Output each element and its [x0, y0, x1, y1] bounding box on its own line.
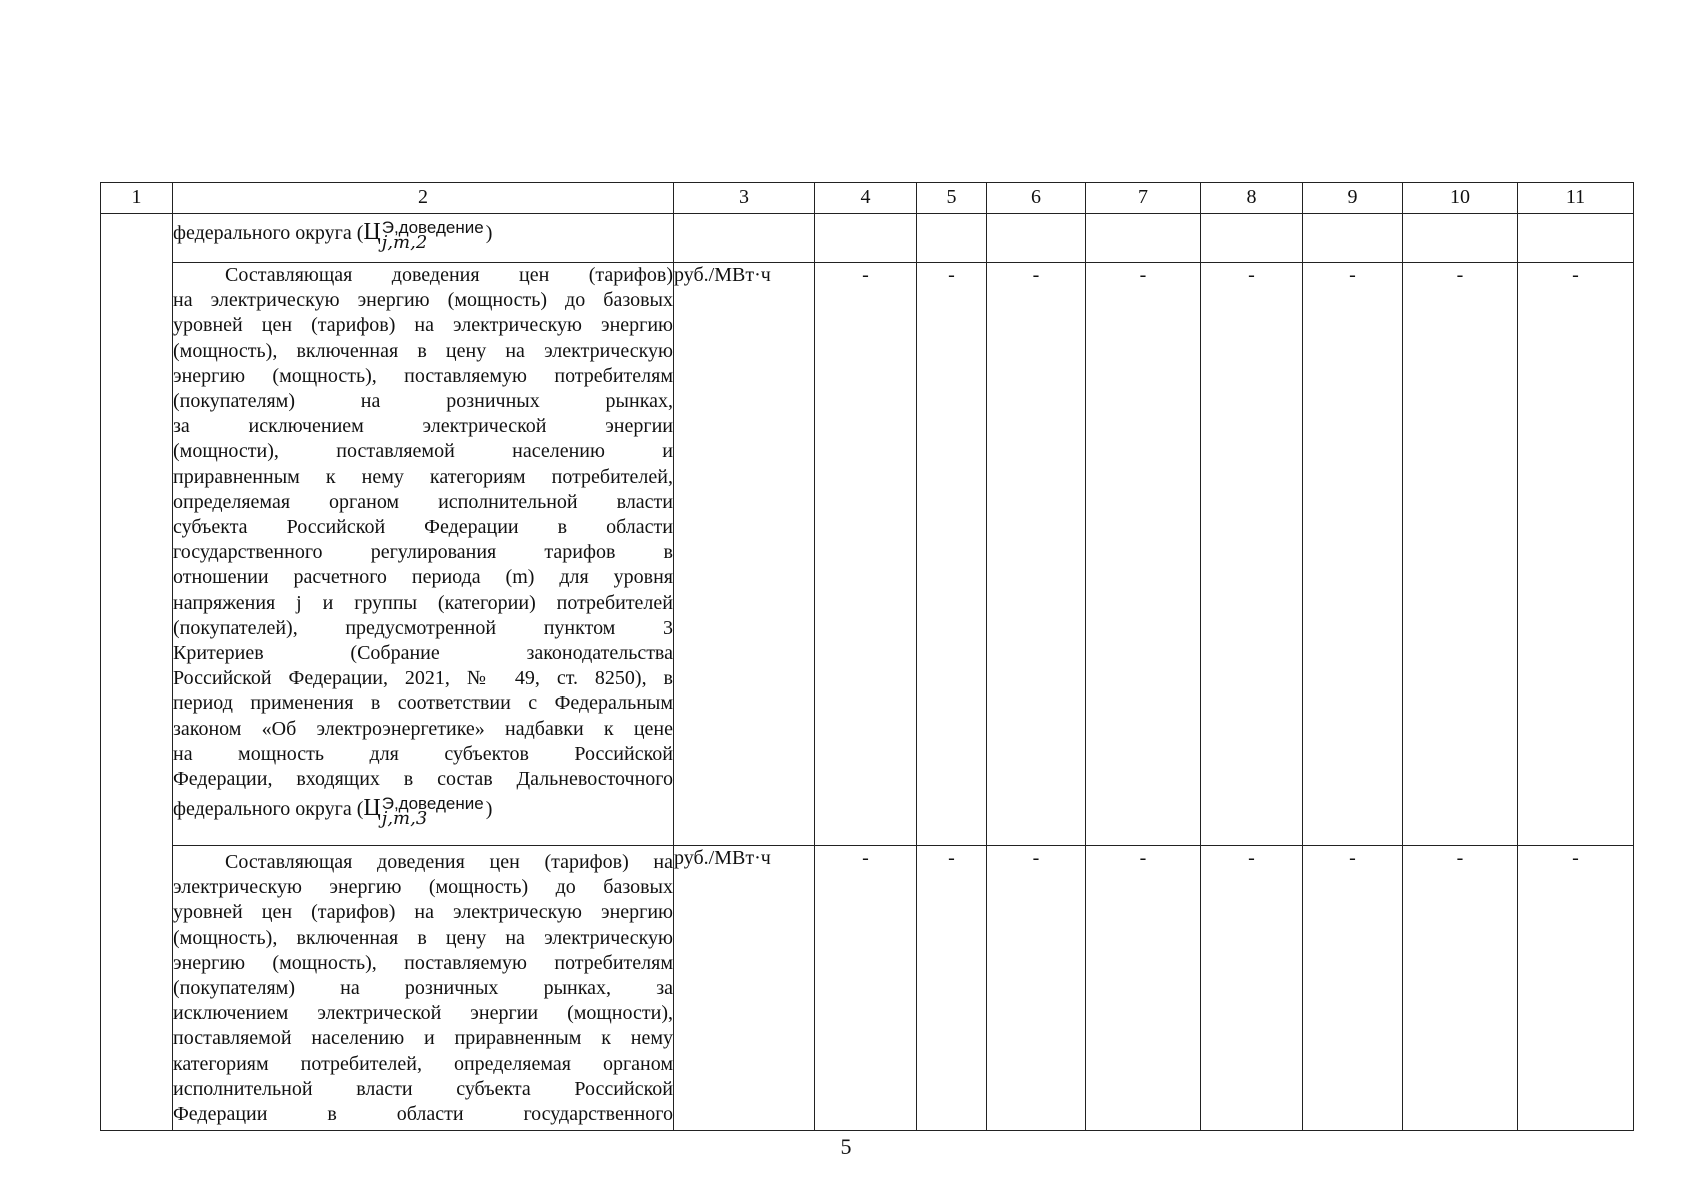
- value-cell: [1303, 214, 1403, 263]
- description-cell: Составляющая доведения цен (тарифов) на электрическую энергию (мощность) до базовых уровней цен (тарифов) на электрическую энергию (мощность), включенная в цену на электрическую энергию (мощность), поставляемую потребителям (покупателям) на розничных рынках, за исключением электрической энергии (мощности), поставляемой населению и приравненным к нему категориям потребителей, определяемая органом исполнительной власти субъекта Российской Федерации в области государственного: [173, 846, 674, 1131]
- formula-superscript: Э,доведение: [381, 218, 484, 237]
- column-number-row: [101, 183, 1634, 214]
- value-cell: -: [1518, 846, 1634, 1131]
- formula-line: федерального округа (Ц Э,доведение j,m,3 ): [173, 794, 493, 830]
- formula-line: федерального округа (Ц Э,доведение j,m,2 ): [173, 218, 493, 253]
- value-cell: -: [1403, 263, 1518, 846]
- column-number: 1: [101, 183, 173, 214]
- formula-superscript: Э,доведение: [381, 794, 484, 814]
- column-number: 2: [173, 183, 674, 214]
- unit-cell: [674, 214, 815, 263]
- formula-subscript: j,m,2: [381, 232, 428, 253]
- value-cell: -: [815, 263, 917, 846]
- column-number: 6: [987, 183, 1086, 214]
- table-row: [101, 214, 1634, 263]
- value-cell: [987, 214, 1086, 263]
- value-cell: -: [1086, 846, 1201, 1131]
- value-cell: [917, 214, 987, 263]
- column-number: 8: [1201, 183, 1303, 214]
- formula-symbol: Ц: [363, 795, 381, 822]
- value-cell: -: [1303, 263, 1403, 846]
- description-cell: Составляющая доведения цен (тарифов) на электрическую энергию (мощность) до базовых уровней цен (тарифов) на электрическую энергию (мощность), включенная в цену на электрическую энергию (мощность), поставляемую потребителям (покупателям) на розничных рынках, за исключением электрической энергии (мощности), поставляемой населению и приравненным к нему категориям потребителей, определяемая органом исполнительной власти субъекта Российской Федерации в области государственного регулирования тарифов в отношении расчетного периода (m) для уровня напряжения j и группы (категории) потребителей (покупателей), предусмотренной пунктом 3 Критериев (Собрание законодательства Российской Федерации, 2021, № 49, ст. 8250), в период применения в соответствии с Федеральным законом «Об электроэнергетике» надбавки к цене на мощность для субъектов Российской Федерации, входящих в состав Дальневосточного федерального округа (Ц Э,доведение j,m,3 ): [173, 263, 674, 846]
- column-number: 3: [674, 183, 815, 214]
- value-cell: -: [1303, 846, 1403, 1131]
- value-cell: -: [917, 846, 987, 1131]
- value-cell: [1086, 214, 1201, 263]
- row-number-cell: [101, 214, 173, 1131]
- table-row: [101, 846, 1634, 1131]
- value-cell: [1201, 214, 1303, 263]
- value-cell: -: [1201, 846, 1303, 1131]
- value-cell: -: [987, 263, 1086, 846]
- formula-symbol: Ц: [363, 219, 381, 245]
- value-cell: -: [987, 846, 1086, 1131]
- value-cell: -: [815, 846, 917, 1131]
- value-cell: -: [1518, 263, 1634, 846]
- column-number: 4: [815, 183, 917, 214]
- column-number: 5: [917, 183, 987, 214]
- description-cell: [173, 214, 674, 263]
- column-number: 10: [1403, 183, 1518, 214]
- page-number: 5: [840, 1134, 852, 1159]
- unit-cell: руб./МВт·ч: [674, 846, 815, 1131]
- formula-subscript: j,m,3: [381, 808, 428, 830]
- value-cell: -: [1403, 846, 1518, 1131]
- value-cell: -: [1201, 263, 1303, 846]
- value-cell: [1518, 214, 1634, 263]
- value-cell: [1403, 214, 1518, 263]
- value-cell: [815, 214, 917, 263]
- value-cell: -: [1086, 263, 1201, 846]
- column-number: 9: [1303, 183, 1403, 214]
- column-number: 11: [1518, 183, 1634, 214]
- tariff-table: [100, 182, 1634, 1131]
- unit-cell: руб./МВт·ч: [674, 263, 815, 846]
- table-row: [101, 263, 1634, 846]
- value-cell: -: [917, 263, 987, 846]
- column-number: 7: [1086, 183, 1201, 214]
